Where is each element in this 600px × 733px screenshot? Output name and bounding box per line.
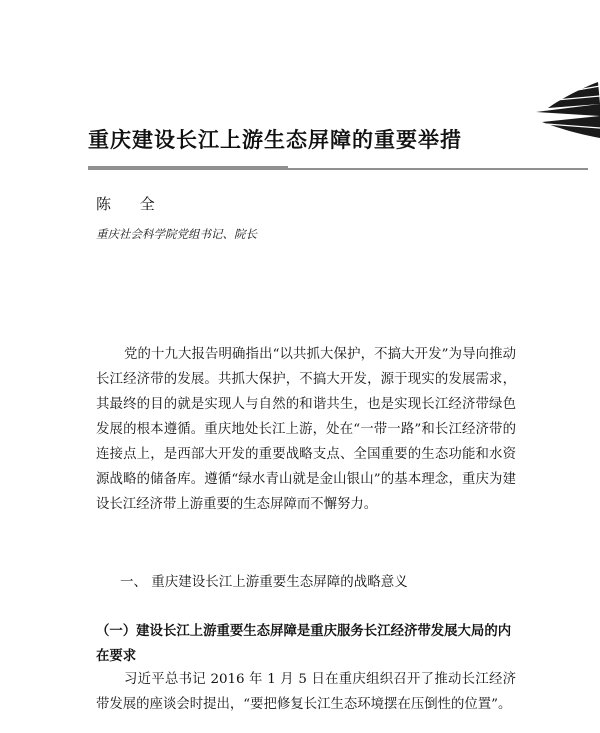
subsection-heading: （一）建设长江上游重要生态屏障是重庆服务长江经济带发展大局的内在要求	[96, 623, 512, 664]
article-title: 重庆建设长江上游生态屏障的重要举措	[88, 127, 462, 152]
title-rule	[88, 165, 588, 173]
body-paragraph: 习近平总书记 2016 年 1 月 5 日在重庆组织召开了推动长江经济带发展的座谈会时提出，“要把修复长江生态环境摆在压倒性的位置”。	[96, 672, 516, 712]
author-name: 陈 全	[96, 195, 167, 213]
intro-paragraph: 党的十九大报告明确指出“以共抓大保护，不搞大开发”为导向推动长江经济带的发展。共抓大保护，不搞大开发，源于现实的发展需求，其最终的目的就是实现人与自然的和谐共生，也是实现长江经济带绿色发展的根本遵循。重庆地处长江上游，处在“一带一路”和长江经济带的连接点上，是西部大开发的重要战略支点、全国重要的生态功能和水资源战略的储备库。遵循“绿水青山就是金山银山”的基本理念，重庆为建设长江经济带上游重要的生态屏障而不懈努力。	[96, 347, 516, 512]
author-affiliation: 重庆社会科学院党组书记、院长	[96, 227, 257, 241]
corner-decoration	[526, 78, 600, 142]
section-heading: 一、 重庆建设长江上游重要生态屏障的战略意义	[120, 574, 408, 590]
